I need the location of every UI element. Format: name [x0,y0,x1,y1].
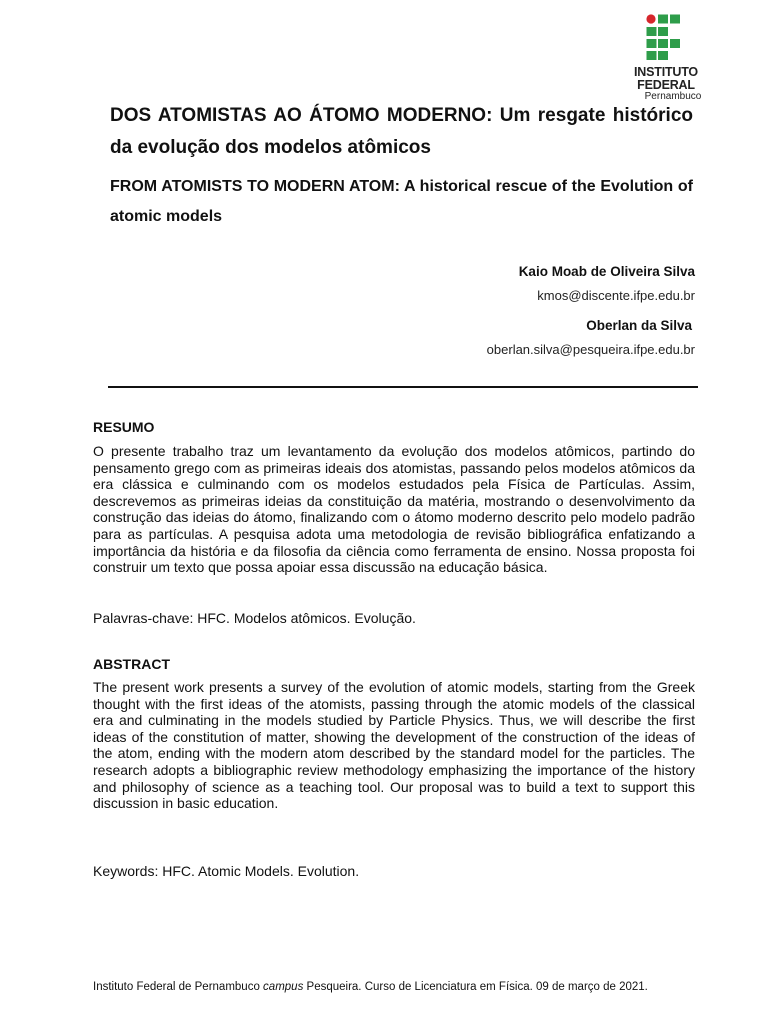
author-name: Kaio Moab de Oliveira Silva [518,264,695,279]
author-entry [487,317,695,359]
resumo-heading: RESUMO [93,419,155,435]
author-list [487,263,695,359]
author-email: oberlan.silva@pesqueira.ifpe.edu.br [486,342,695,357]
footer-text-italic: campus [263,981,304,993]
keywords-english: Keywords: HFC. Atomic Models. Evolution. [93,863,360,879]
resumo-text: O presente trabalho traz um levantamento da evolução dos modelos atômicos, partindo do pensamento grego com as primeiras ideais dos atomistas, passando pelos modelos atômicos da era clássica e culminando com os modelos estudados pela Física de Partículas. Assim, descrevemos as primeiras ideias da constituição da matéria, mostrando o desenvolvimento da construção das ideias do átomo, finalizando com o átomo moderno descrito pelo modelo padrão para as partículas. A pesquisa adota uma metodologia de revisão bibliográfica enfatizando a importância da história e da filosofia da ciência como ferramenta de ensino. Nossa proposta foi construir um texto que possa apoiar essa discussão na educação básica. [93,443,695,576]
title-english: FROM ATOMISTS TO MODERN ATOM: A historical rescue of the Evolution of atomic models [110,178,693,225]
institution-logo [624,14,708,104]
footer-text-end: Pesqueira. Curso de Licenciatura em Física. 09 de março de 2021. [303,981,648,993]
footer-text-start: Instituto Federal de Pernambuco [93,981,264,993]
abstract-text: The present work presents a survey of the evolution of atomic models, starting from the Greek thought with the first ideas of the atomists, passing through the atomic models of the classical era and culminating in the models studied by Particle Physics. Thus, we will describe the first ideas of the constitution of matter, showing the development of the construction of the ideas of the atom, ending with the modern atom described by the standard model for the particles. The research adopts a bibliographic review methodology emphasizing the importance of the history and philosophy of science as a teaching tool. Our proposal was to build a text to support this discussion in basic education. [93,679,695,812]
author-entry [487,263,695,305]
title-portuguese: DOS ATOMISTAS AO ÁTOMO MODERNO: Um resgate histórico da evolução dos modelos atômicos [110,105,693,158]
ifpe-logo-icon [646,14,684,64]
logo-line-federal: FEDERAL [637,77,695,92]
logo-red-dot [646,14,655,23]
logo-wordmark [624,66,708,102]
author-name: Oberlan da Silva [586,318,692,333]
footer-note [93,980,693,994]
header-divider [108,386,698,388]
logo-line-pernambuco: Pernambuco [644,91,702,102]
abstract-heading: ABSTRACT [93,656,170,672]
logo-line-instituto: INSTITUTO [634,65,698,79]
palavras-chave: Palavras-chave: HFC. Modelos atômicos. Evolução. [93,610,416,626]
author-email: kmos@discente.ifpe.edu.br [537,288,695,303]
